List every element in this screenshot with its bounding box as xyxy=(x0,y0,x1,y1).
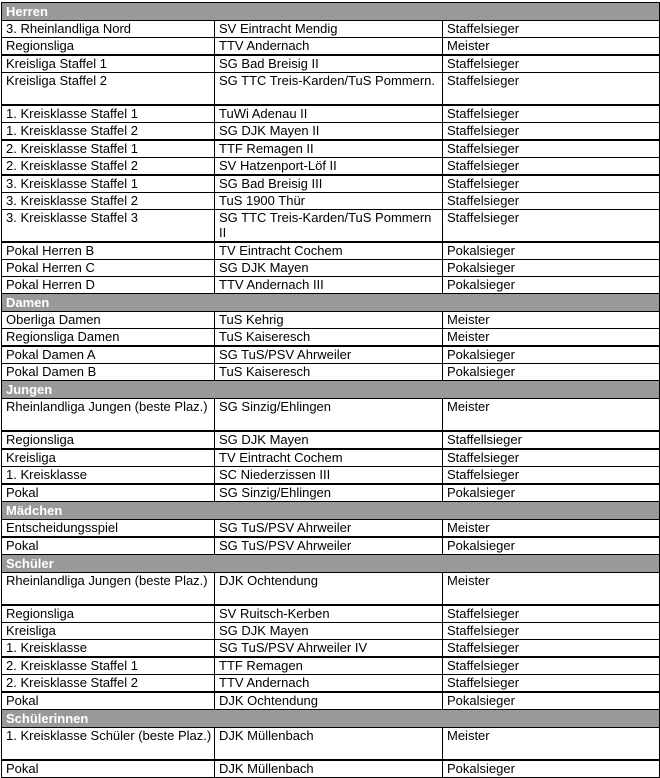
result-cell: Staffelsieger xyxy=(443,123,660,141)
competition-cell: Kreisliga Staffel 1 xyxy=(2,55,215,73)
competition-cell: Oberliga Damen xyxy=(2,312,215,329)
competition-cell: 3. Kreisklasse Staffel 3 xyxy=(2,210,215,243)
section-header: Damen xyxy=(2,294,660,312)
result-cell: Meister xyxy=(443,38,660,56)
table-row xyxy=(2,242,660,260)
result-cell: Staffelsieger xyxy=(443,605,660,623)
table-row xyxy=(2,467,660,485)
team-cell: TuS 1900 Thür xyxy=(215,193,443,210)
section-header-row xyxy=(2,381,660,399)
competition-cell: 3. Kreisklasse Staffel 1 xyxy=(2,175,215,193)
team-cell: TuWi Adenau II xyxy=(215,105,443,123)
competition-cell: Pokal Herren C xyxy=(2,260,215,277)
table-row xyxy=(2,605,660,623)
team-cell: SG TuS/PSV Ahrweiler IV xyxy=(215,640,443,658)
table-row xyxy=(2,73,660,106)
competition-cell: 3. Kreisklasse Staffel 2 xyxy=(2,193,215,210)
table-row xyxy=(2,260,660,277)
competition-cell: Pokal xyxy=(2,692,215,710)
table-row xyxy=(2,175,660,193)
table-row xyxy=(2,346,660,364)
team-cell: TuS Kaiseresch xyxy=(215,364,443,381)
team-cell: SG Sinzig/Ehlingen xyxy=(215,484,443,502)
table-row xyxy=(2,675,660,693)
table-row xyxy=(2,277,660,294)
competition-cell: Pokal Herren D xyxy=(2,277,215,294)
result-cell: Pokalsieger xyxy=(443,760,660,778)
team-cell: TV Eintracht Cochem xyxy=(215,242,443,260)
competition-cell: 3. Rheinlandliga Nord xyxy=(2,21,215,38)
result-cell: Pokalsieger xyxy=(443,692,660,710)
table-row xyxy=(2,312,660,329)
table-row xyxy=(2,38,660,56)
table-row xyxy=(2,573,660,606)
table-row xyxy=(2,537,660,555)
section-header-row xyxy=(2,294,660,312)
table-row xyxy=(2,21,660,38)
table-row xyxy=(2,692,660,710)
table-row xyxy=(2,140,660,158)
table-row xyxy=(2,760,660,778)
team-cell: TTV Andernach III xyxy=(215,277,443,294)
table-row xyxy=(2,123,660,141)
result-cell: Staffellsieger xyxy=(443,431,660,449)
team-cell: SV Hatzenport-Löf II xyxy=(215,158,443,176)
result-cell: Pokalsieger xyxy=(443,537,660,555)
team-cell: TV Eintracht Cochem xyxy=(215,449,443,467)
result-cell: Staffelsieger xyxy=(443,657,660,675)
team-cell: SG TuS/PSV Ahrweiler xyxy=(215,537,443,555)
table-row xyxy=(2,210,660,243)
result-cell: Staffelsieger xyxy=(443,140,660,158)
result-cell: Pokalsieger xyxy=(443,242,660,260)
result-cell: Staffelsieger xyxy=(443,105,660,123)
result-cell: Staffelsieger xyxy=(443,675,660,693)
team-cell: SG TTC Treis-Karden/TuS Pommern. xyxy=(215,73,443,106)
competition-cell: Pokal xyxy=(2,484,215,502)
competition-cell: Pokal Damen B xyxy=(2,364,215,381)
section-header-row xyxy=(2,502,660,520)
team-cell: SG TuS/PSV Ahrweiler xyxy=(215,346,443,364)
competition-cell: Pokal xyxy=(2,537,215,555)
competition-cell: 1. Kreisklasse xyxy=(2,640,215,658)
result-cell: Pokalsieger xyxy=(443,277,660,294)
section-header: Schülerinnen xyxy=(2,710,660,728)
competition-cell: Rheinlandliga Jungen (beste Plaz.) xyxy=(2,399,215,432)
team-cell: DJK Ochtendung xyxy=(215,692,443,710)
competition-cell: 2. Kreisklasse Staffel 2 xyxy=(2,158,215,176)
competition-cell: Regionsliga xyxy=(2,38,215,56)
team-cell: SV Eintracht Mendig xyxy=(215,21,443,38)
results-table xyxy=(1,2,660,778)
result-cell: Staffelsieger xyxy=(443,193,660,210)
table-row xyxy=(2,520,660,538)
table-row xyxy=(2,193,660,210)
team-cell: DJK Müllenbach xyxy=(215,728,443,761)
section-header-row xyxy=(2,3,660,21)
result-cell: Pokalsieger xyxy=(443,484,660,502)
team-cell: SG Bad Breisig III xyxy=(215,175,443,193)
result-cell: Staffelsieger xyxy=(443,210,660,243)
competition-cell: Pokal Herren B xyxy=(2,242,215,260)
result-cell: Staffelsieger xyxy=(443,73,660,106)
table-row xyxy=(2,55,660,73)
team-cell: DJK Müllenbach xyxy=(215,760,443,778)
team-cell: TuS Kaiseresch xyxy=(215,329,443,347)
competition-cell: Regionsliga xyxy=(2,431,215,449)
team-cell: SG DJK Mayen xyxy=(215,260,443,277)
competition-cell: 2. Kreisklasse Staffel 1 xyxy=(2,657,215,675)
result-cell: Pokalsieger xyxy=(443,260,660,277)
result-cell: Staffelsieger xyxy=(443,467,660,485)
result-cell: Staffelsieger xyxy=(443,623,660,640)
table-row xyxy=(2,329,660,347)
team-cell: TTF Remagen II xyxy=(215,140,443,158)
table-row xyxy=(2,399,660,432)
section-header-row xyxy=(2,710,660,728)
result-cell: Staffelsieger xyxy=(443,158,660,176)
table-row xyxy=(2,158,660,176)
competition-cell: Entscheidungsspiel xyxy=(2,520,215,538)
table-row xyxy=(2,484,660,502)
team-cell: SV Ruitsch-Kerben xyxy=(215,605,443,623)
result-cell: Staffelsieger xyxy=(443,449,660,467)
competition-cell: Rheinlandliga Jungen (beste Plaz.) xyxy=(2,573,215,606)
team-cell: SC Niederzissen III xyxy=(215,467,443,485)
team-cell: SG DJK Mayen II xyxy=(215,123,443,141)
result-cell: Meister xyxy=(443,728,660,761)
table-row xyxy=(2,657,660,675)
competition-cell: Kreisliga xyxy=(2,449,215,467)
result-cell: Staffelsieger xyxy=(443,21,660,38)
table-row xyxy=(2,431,660,449)
team-cell: SG TTC Treis-Karden/TuS Pommern II xyxy=(215,210,443,243)
competition-cell: Regionsliga Damen xyxy=(2,329,215,347)
result-cell: Pokalsieger xyxy=(443,364,660,381)
competition-cell: Pokal Damen A xyxy=(2,346,215,364)
team-cell: TuS Kehrig xyxy=(215,312,443,329)
table-row xyxy=(2,728,660,761)
result-cell: Staffelsieger xyxy=(443,640,660,658)
competition-cell: 2. Kreisklasse Staffel 1 xyxy=(2,140,215,158)
team-cell: TTV Andernach xyxy=(215,675,443,693)
result-cell: Staffelsieger xyxy=(443,55,660,73)
team-cell: SG DJK Mayen xyxy=(215,431,443,449)
section-header-row xyxy=(2,555,660,573)
team-cell: DJK Ochtendung xyxy=(215,573,443,606)
team-cell: TTV Andernach xyxy=(215,38,443,56)
result-cell: Meister xyxy=(443,520,660,538)
result-cell: Pokalsieger xyxy=(443,346,660,364)
team-cell: SG Bad Breisig II xyxy=(215,55,443,73)
result-cell: Meister xyxy=(443,312,660,329)
competition-cell: Regionsliga xyxy=(2,605,215,623)
team-cell: SG Sinzig/Ehlingen xyxy=(215,399,443,432)
result-cell: Meister xyxy=(443,573,660,606)
result-cell: Meister xyxy=(443,329,660,347)
table-row xyxy=(2,449,660,467)
competition-cell: Pokal xyxy=(2,760,215,778)
team-cell: SG DJK Mayen xyxy=(215,623,443,640)
result-cell: Staffelsieger xyxy=(443,175,660,193)
competition-cell: 1. Kreisklasse Staffel 2 xyxy=(2,123,215,141)
table-row xyxy=(2,105,660,123)
competition-cell: 1. Kreisklasse Staffel 1 xyxy=(2,105,215,123)
section-header: Herren xyxy=(2,3,660,21)
competition-cell: Kreisliga Staffel 2 xyxy=(2,73,215,106)
team-cell: TTF Remagen xyxy=(215,657,443,675)
team-cell: SG TuS/PSV Ahrweiler xyxy=(215,520,443,538)
table-row xyxy=(2,640,660,658)
section-header: Schüler xyxy=(2,555,660,573)
table-row xyxy=(2,623,660,640)
section-header: Jungen xyxy=(2,381,660,399)
table-row xyxy=(2,364,660,381)
competition-cell: Kreisliga xyxy=(2,623,215,640)
result-cell: Meister xyxy=(443,399,660,432)
competition-cell: 2. Kreisklasse Staffel 2 xyxy=(2,675,215,693)
section-header: Mädchen xyxy=(2,502,660,520)
competition-cell: 1. Kreisklasse Schüler (beste Plaz.) xyxy=(2,728,215,761)
competition-cell: 1. Kreisklasse xyxy=(2,467,215,485)
